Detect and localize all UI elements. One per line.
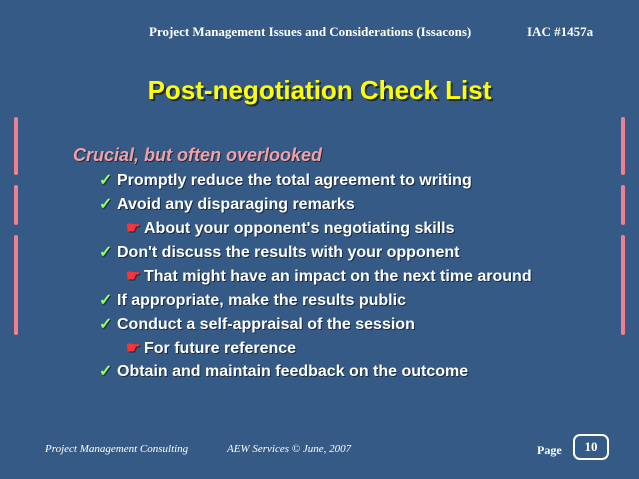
- list-subitem: [126, 266, 532, 286]
- slide-title: Post-negotiation Check List: [147, 75, 492, 105]
- footer-copyright: AEW Services © June, 2007: [227, 443, 352, 455]
- check-icon: ✓: [99, 316, 113, 333]
- left-top-bar: [14, 117, 18, 175]
- check-icon: ✓: [99, 292, 113, 309]
- list-subitem-text: For future reference: [144, 340, 297, 357]
- check-icon: ✓: [99, 196, 113, 213]
- check-icon: ✓: [99, 172, 113, 189]
- list-item-text: Avoid any disparaging remarks: [117, 196, 355, 213]
- list-subitem-text: About your opponent's negotiating skills: [144, 220, 455, 237]
- list-item: [99, 170, 472, 190]
- list-subitem: [126, 338, 296, 358]
- list-item-text: Promptly reduce the total agreement to writing: [117, 172, 472, 189]
- list-item-text: Conduct a self-appraisal of the session: [117, 316, 415, 333]
- list-subitem: [126, 218, 454, 238]
- page-label: Page: [537, 443, 562, 457]
- list-item-text: Obtain and maintain feedback on the outcome: [117, 363, 469, 380]
- pointing-hand-icon: ☛: [126, 268, 141, 285]
- check-icon: ✓: [99, 244, 113, 261]
- section-heading: Crucial, but often overlooked: [73, 145, 323, 165]
- list-item: [99, 242, 460, 262]
- page-number: 10: [573, 434, 609, 460]
- list-item-text: If appropriate, make the results public: [117, 292, 406, 309]
- list-item: [99, 194, 355, 214]
- right-bottom-bar: [621, 235, 625, 335]
- right-top-bar: [621, 117, 625, 175]
- course-code: IAC #1457a: [527, 24, 594, 39]
- list-item: [99, 290, 406, 310]
- list-item-text: Don't discuss the results with your opponent: [117, 244, 460, 261]
- list-subitem-text: That might have an impact on the next time around: [144, 268, 532, 285]
- course-title: Project Management Issues and Considerations (Issacons): [149, 24, 472, 39]
- pointing-hand-icon: ☛: [126, 220, 141, 237]
- right-middle-bar: [621, 185, 625, 225]
- check-icon: ✓: [99, 363, 113, 380]
- list-item: [99, 361, 468, 381]
- list-item: [99, 314, 415, 334]
- footer-company: Project Management Consulting: [45, 443, 189, 455]
- left-bottom-bar: [14, 235, 18, 335]
- pointing-hand-icon: ☛: [126, 340, 141, 357]
- left-middle-bar: [14, 185, 18, 225]
